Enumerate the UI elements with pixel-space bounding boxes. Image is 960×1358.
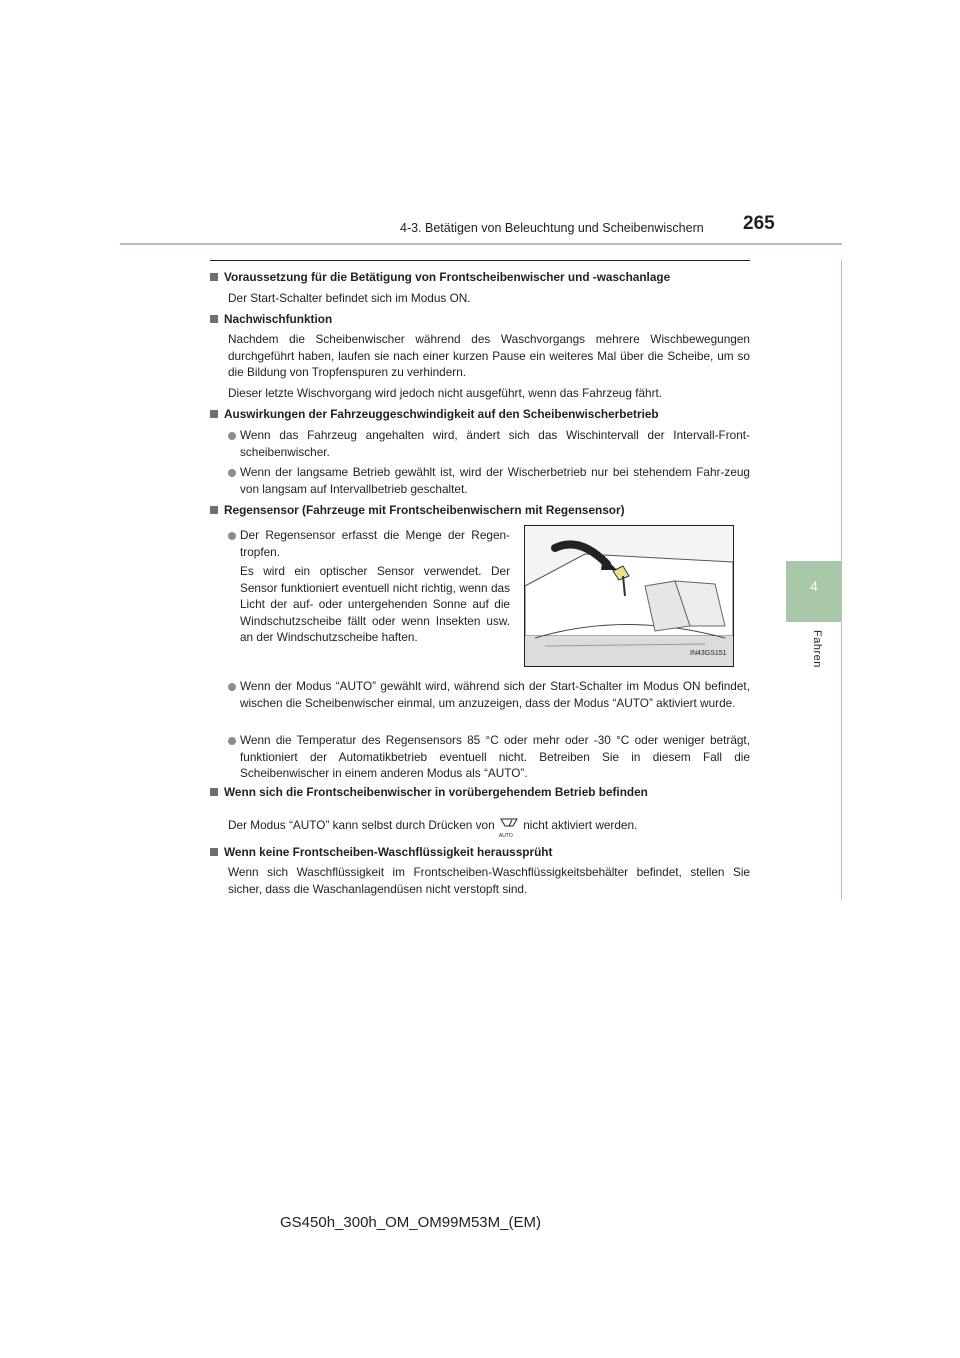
header-divider <box>120 243 842 245</box>
square-bullet-icon <box>210 788 218 796</box>
heading-text: Wenn sich die Frontscheibenwischer in vorübergehendem Betrieb befinden <box>224 785 648 799</box>
page-number: 265 <box>743 213 775 234</box>
section-heading <box>210 407 659 421</box>
section-heading <box>210 785 648 799</box>
heading-text: Auswirkungen der Fahrzeuggeschwindigkeit auf den Scheibenwischerbetrieb <box>224 407 659 421</box>
header-section-title: 4-3. Betätigen von Beleuchtung und Scheibenwischern <box>400 221 704 235</box>
circle-bullet-icon <box>228 432 236 440</box>
square-bullet-icon <box>210 273 218 281</box>
square-bullet-icon <box>210 506 218 514</box>
bullet-text: Der Regensensor erfasst die Menge der Regen-tropfen. <box>240 528 510 559</box>
auto-icon-label: AUTO <box>498 833 513 839</box>
image-code: IN43GS151 <box>690 650 727 657</box>
bullet-text: Wenn der Modus “AUTO” gewählt wird, während sich der Start-Schalter im Modus ON befindet, wischen die Scheibenwischer einmal, um anzuzeigen, dass der Modus “AUTO” aktiviert wurde. <box>240 679 750 710</box>
circle-bullet-icon <box>228 737 236 745</box>
heading-text: Wenn keine Frontscheiben-Waschflüssigkeit heraussprüht <box>224 845 553 859</box>
circle-bullet-icon <box>228 683 236 691</box>
square-bullet-icon <box>210 848 218 856</box>
square-bullet-icon <box>210 410 218 418</box>
heading-text: Nachwischfunktion <box>224 312 333 326</box>
paragraph: Der Start-Schalter befindet sich im Modus ON. <box>228 291 471 305</box>
content-rule <box>210 260 750 261</box>
paragraph: Wenn sich Waschflüssigkeit im Frontscheiben-Waschflüssigkeitsbehälter befindet, stellen Sie sicher, dass die Waschanlagendüsen nicht verstopft sind. <box>228 865 750 896</box>
square-bullet-icon <box>210 315 218 323</box>
section-heading <box>210 270 670 284</box>
paragraph: Dieser letzte Wischvorgang wird jedoch nicht ausgeführt, wenn das Fahrzeug fährt. <box>228 386 663 400</box>
auto-wiper-icon <box>498 815 520 839</box>
car-interior-image <box>525 526 733 666</box>
heading-text: Voraussetzung für die Betätigung von Frontscheibenwischer und -waschanlage <box>224 270 671 284</box>
bullet-text: Es wird ein optischer Sensor verwendet. Der Sensor funktioniert eventuell nicht richtig, wenn das Licht der auf- oder untergehenden Sonne auf die Windschutzscheibe fällt oder wenn Insekten usw. an der Windschutzscheibe haften. <box>240 564 510 644</box>
paragraph-text: nicht aktiviert werden. <box>523 818 638 832</box>
paragraph: Nachdem die Scheibenwischer während des Waschvorgangs mehrere Wischbewegungen durchgeführt haben, laufen sie nach einer kurzen Pause ein weiteres Mal über die Scheibe, um so die Bildung von Tropfenspuren zu verhindern. <box>228 332 750 379</box>
section-heading <box>210 503 625 517</box>
chapter-label: Fahren <box>811 630 823 668</box>
heading-text: Regensensor (Fahrzeuge mit Frontscheibenwischern mit Regensensor) <box>224 503 625 517</box>
bullet-text: Wenn das Fahrzeug angehalten wird, ändert sich das Wischintervall der Intervall-Front-scheibenwischer. <box>240 428 750 459</box>
rain-sensor-illustration <box>524 525 734 667</box>
section-heading <box>210 312 332 326</box>
document-code-footer: GS450h_300h_OM_OM99M53M_(EM) <box>280 1214 541 1231</box>
bullet-text: Wenn die Temperatur des Regensensors 85 °C oder mehr oder -30 °C oder weniger beträgt, funktioniert der Automatikbetrieb eventuell nicht. Betreiben Sie in diesem Fall die Scheibenwischer in einem anderen Modus als “AUTO”. <box>240 733 750 780</box>
chapter-tab: 4 <box>786 561 842 622</box>
circle-bullet-icon <box>228 532 236 540</box>
paragraph-text: Der Modus “AUTO” kann selbst durch Drücken von <box>228 818 495 832</box>
circle-bullet-icon <box>228 469 236 477</box>
section-heading <box>210 845 552 859</box>
paragraph <box>228 815 750 839</box>
bullet-text: Wenn der langsame Betrieb gewählt ist, wird der Wischerbetrieb nur bei stehendem Fahr-zeug von langsam auf Intervallbetrieb geschaltet. <box>240 465 750 496</box>
